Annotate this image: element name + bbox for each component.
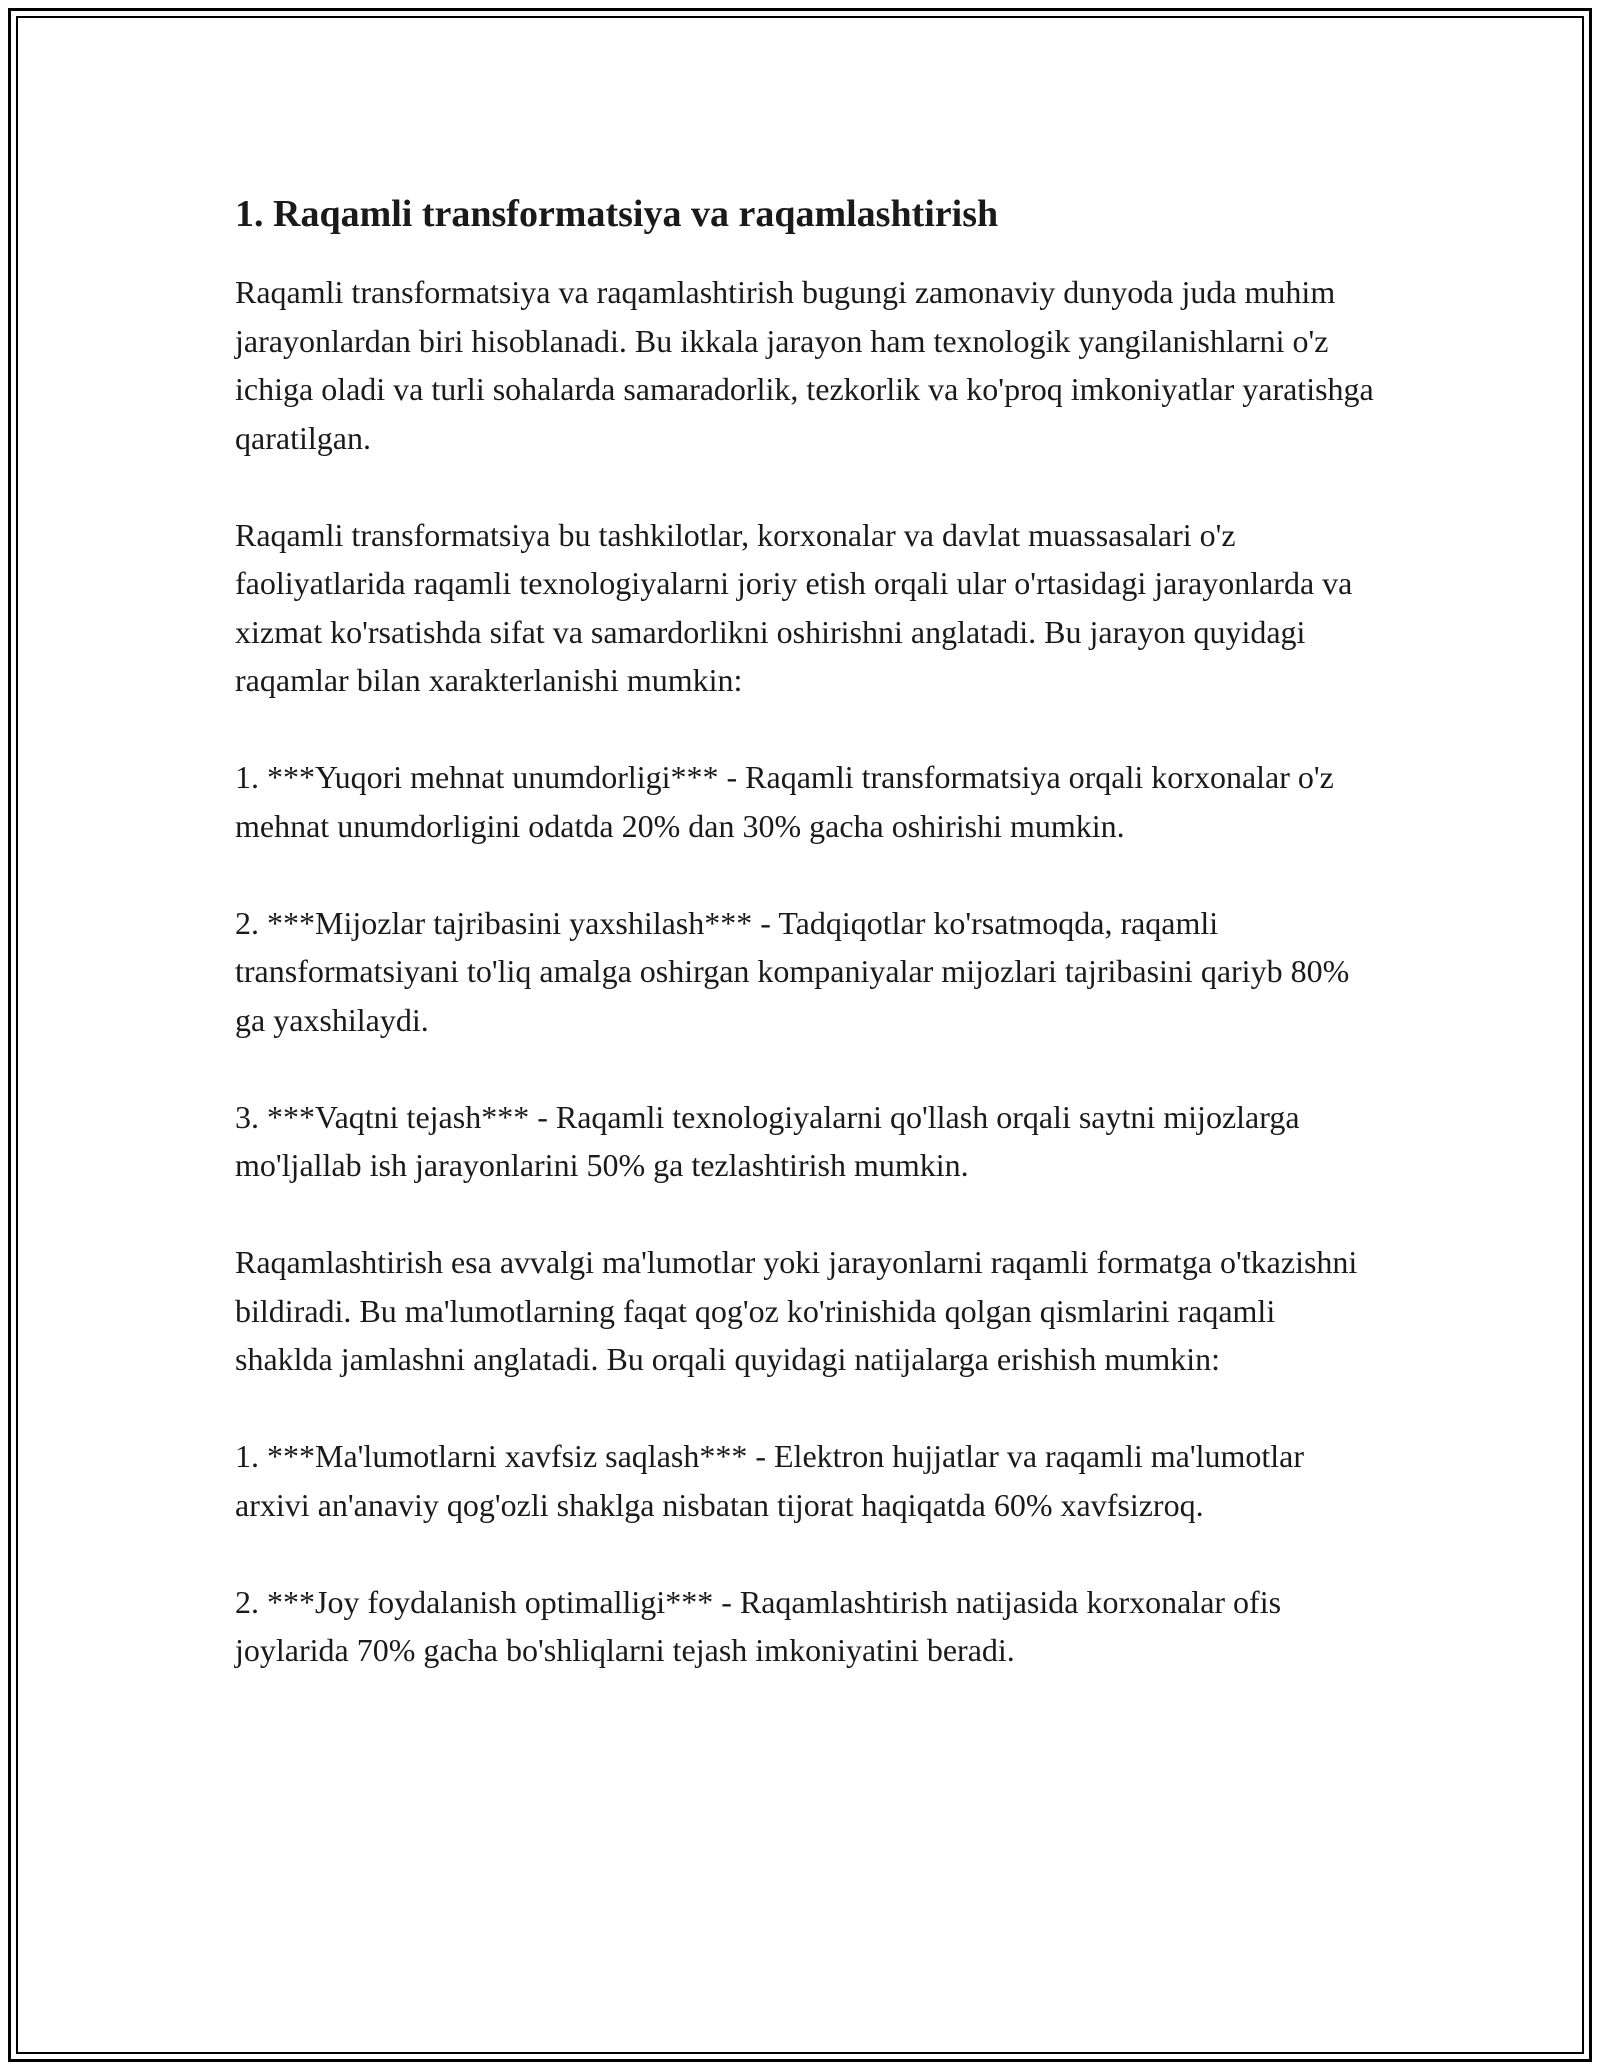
- list-item-productivity: 1. ***Yuqori mehnat unumdorligi*** - Raqamli transformatsiya orqali korxonalar o'z mehnat unumdorligini odatda 20% dan 30% gacha oshirishi mumkin.: [235, 759, 1334, 844]
- list-item-secure-storage: 1. ***Ma'lumotlarni xavfsiz saqlash*** - Elektron hujjatlar va raqamli ma'lumotlar arxivi an'anaviy qog'ozli shaklga nisbatan tijorat haqiqatda 60% xavfsizroq.: [235, 1438, 1305, 1523]
- list-item-customer-experience: 2. ***Mijozlar tajribasini yaxshilash*** - Tadqiqotlar ko'rsatmoqda, raqamli transformatsiyani to'liq amalga oshirgan kompaniyalar mijozlari tajribasini qariyb 80% ga yaxshilaydi.: [235, 904, 1350, 1038]
- document-body: [235, 190, 1375, 1723]
- paragraph-intro: Raqamli transformatsiya va raqamlashtirish bugungi zamonaviy dunyoda juda muhim jarayonlardan biri hisoblanadi. Bu ikkala jarayon ham texnologik yangilanishlarni o'z ichiga oladi va turli sohalarda samaradorlik, tezkorlik va ko'proq imkoniyatlar yaratishga qaratilgan.: [235, 274, 1374, 456]
- document-title: 1. Raqamli transformatsiya va raqamlashtirish: [235, 193, 999, 235]
- paragraph-digitization-definition: Raqamlashtirish esa avvalgi ma'lumotlar yoki jarayonlarni raqamli formatga o'tkazishni bildiradi. Bu ma'lumotlarning faqat qog'oz ko'rinishida qolgan qismlarini raqamli shaklda jamlashni anglatadi. Bu orqali quyidagi natijalarga erishish mumkin:: [235, 1244, 1358, 1377]
- paragraph-transformation-definition: Raqamli transformatsiya bu tashkilotlar, korxonalar va davlat muassasalari o'z faoliyatlarida raqamli texnologiyalarni joriy etish orqali ular o'rtasidagi jarayonlarda va xizmat ko'rsatishda sifat va samardorlikni oshirishni anglatadi. Bu jarayon quyidagi raqamlar bilan xarakterlanishi mumkin:: [235, 516, 1353, 698]
- list-item-space-optimization: 2. ***Joy foydalanish optimalligi*** - Raqamlashtirish natijasida korxonalar ofis joylarida 70% gacha bo'shliqlarni tejash imkoniyatini beradi.: [235, 1583, 1282, 1668]
- list-item-time-saving: 3. ***Vaqtni tejash*** - Raqamli texnologiyalarni qo'llash orqali saytni mijozlarga mo'ljallab ish jarayonlarini 50% ga tezlashtirish mumkin.: [235, 1098, 1300, 1183]
